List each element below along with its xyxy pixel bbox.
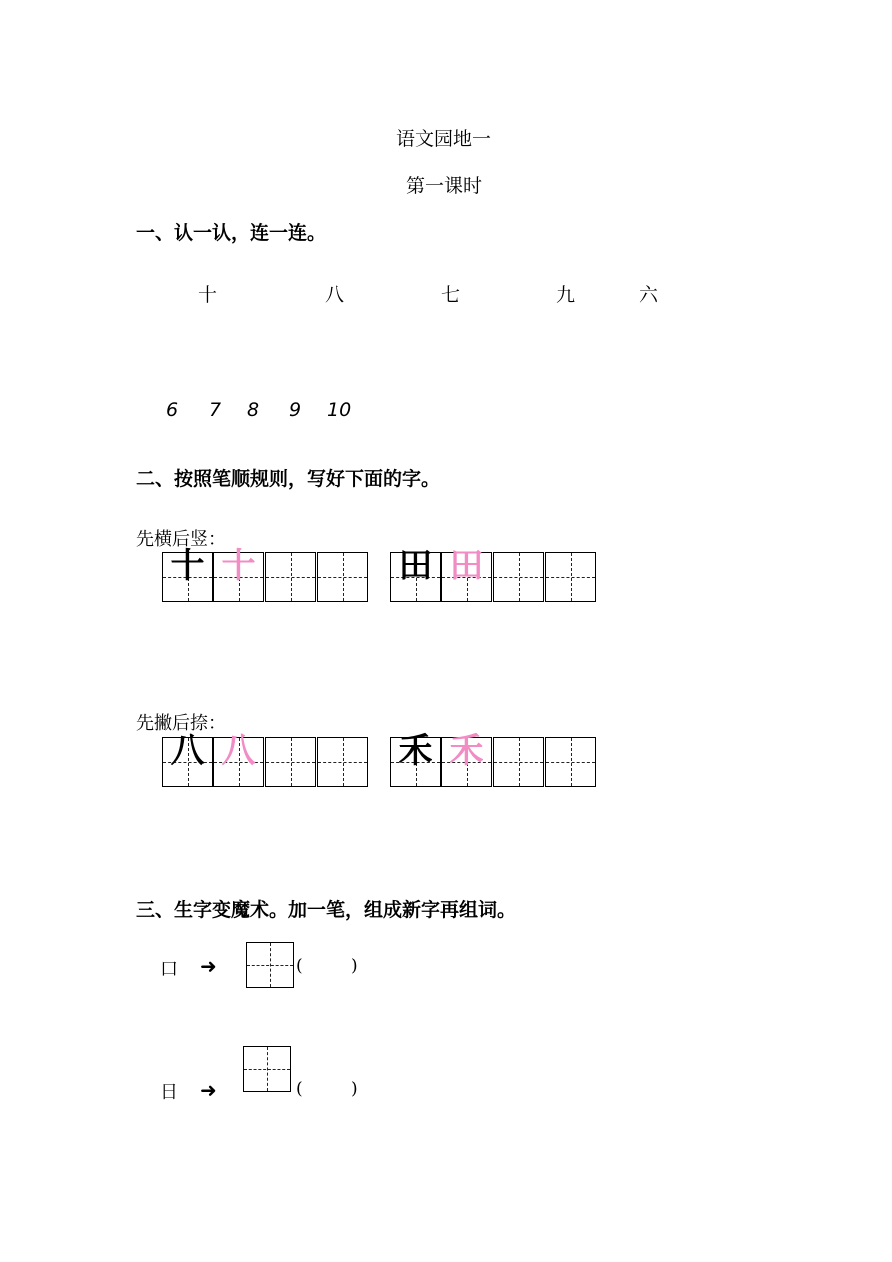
trace-char: 禾	[449, 731, 484, 771]
close-paren: )	[351, 956, 358, 976]
arrow-right-icon: ➜	[200, 954, 217, 978]
writing-cell[interactable]	[265, 552, 316, 602]
rule-1-label: 先横后竖：	[136, 529, 226, 550]
writing-cell	[213, 731, 264, 787]
base-char: 日	[160, 1082, 178, 1103]
answer-box[interactable]	[243, 1046, 291, 1092]
word-blank[interactable]	[306, 1079, 350, 1101]
numeral-nine: 九	[556, 284, 576, 306]
numeral-six: 六	[639, 284, 659, 306]
open-paren: (	[296, 1079, 303, 1099]
model-char: 八	[170, 731, 205, 771]
digit-6: 6	[166, 399, 179, 421]
writing-cell[interactable]	[493, 552, 544, 602]
page-title: 语文园地一	[396, 128, 492, 150]
numeral-eight: 八	[325, 284, 345, 306]
section-3-heading: 三、生字变魔术。加一笔，组成新字再组词。	[136, 899, 517, 921]
digit-8: 8	[247, 399, 260, 421]
close-paren: )	[351, 1079, 358, 1099]
arrow-right-icon: ➜	[200, 1078, 217, 1102]
writing-cell	[162, 731, 213, 787]
trace-char: 田	[449, 546, 484, 586]
digit-10: 10	[327, 399, 352, 421]
answer-box[interactable]	[246, 942, 294, 988]
writing-cell[interactable]	[317, 737, 368, 787]
writing-cell	[441, 731, 492, 787]
base-char: 口	[160, 959, 178, 980]
trace-char: 八	[221, 731, 256, 771]
digit-9: 9	[289, 399, 302, 421]
writing-cell	[390, 546, 441, 602]
open-paren: (	[296, 956, 303, 976]
model-char: 禾	[398, 731, 433, 771]
writing-cell[interactable]	[493, 737, 544, 787]
model-char: 十	[170, 546, 205, 586]
writing-cell[interactable]	[545, 552, 596, 602]
numeral-ten: 十	[198, 284, 218, 306]
writing-cell[interactable]	[317, 552, 368, 602]
model-char: 田	[398, 546, 433, 586]
rule-2-label: 先撇后捺：	[136, 713, 226, 734]
writing-cell	[162, 546, 213, 602]
writing-cell[interactable]	[265, 737, 316, 787]
section-1-heading: 一、认一认，连一连。	[136, 222, 327, 244]
digit-7: 7	[209, 399, 222, 421]
word-blank[interactable]	[306, 956, 350, 978]
trace-char: 十	[221, 546, 256, 586]
page-subtitle: 第一课时	[406, 175, 483, 197]
numeral-seven: 七	[441, 284, 461, 306]
writing-cell	[213, 546, 264, 602]
writing-cell	[390, 731, 441, 787]
section-2-heading: 二、按照笔顺规则，写好下面的字。	[136, 468, 441, 490]
writing-cell[interactable]	[545, 737, 596, 787]
writing-cell	[441, 546, 492, 602]
